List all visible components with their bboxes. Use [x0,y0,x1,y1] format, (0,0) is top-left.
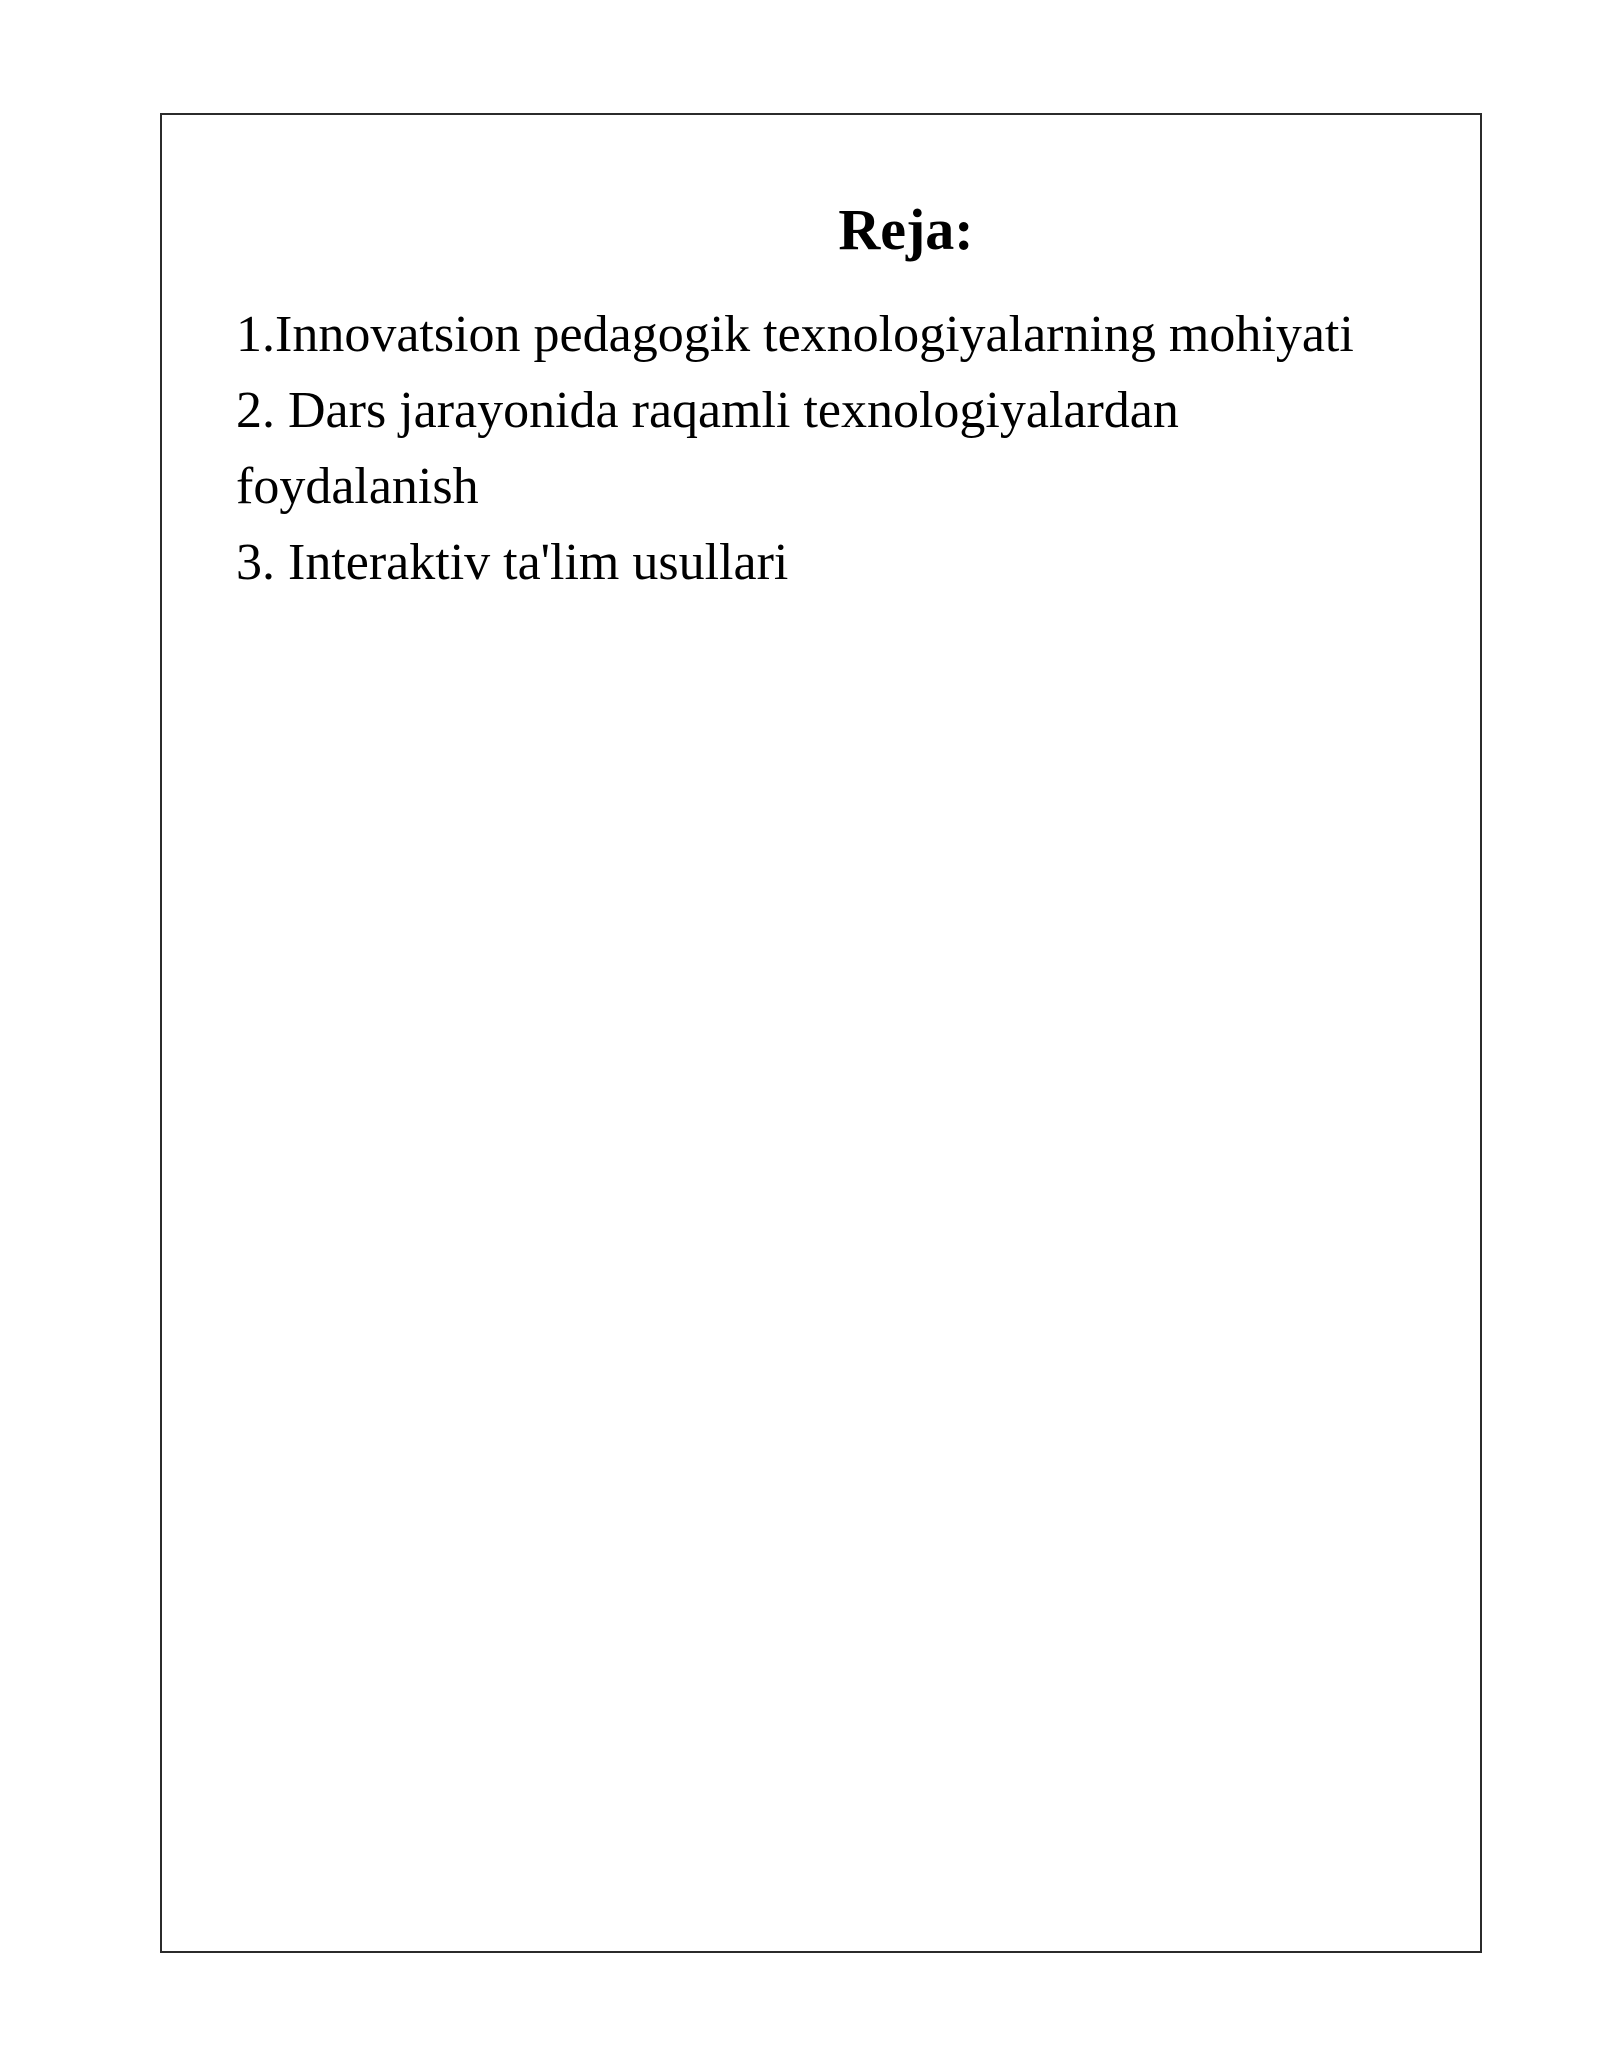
plan-item-3: 3. Interaktiv ta'lim usullari [236,534,789,591]
plan-list [236,297,1376,601]
plan-item-1: 1.Innovatsion pedagogik texnologiyalarning mohiyati [236,306,1354,363]
plan-item-2: 2. Dars jarayonida raqamli texnologiyalardan foydalanish [236,382,1179,515]
plan-title: Reja: [838,197,974,262]
page-frame [160,113,1482,1953]
